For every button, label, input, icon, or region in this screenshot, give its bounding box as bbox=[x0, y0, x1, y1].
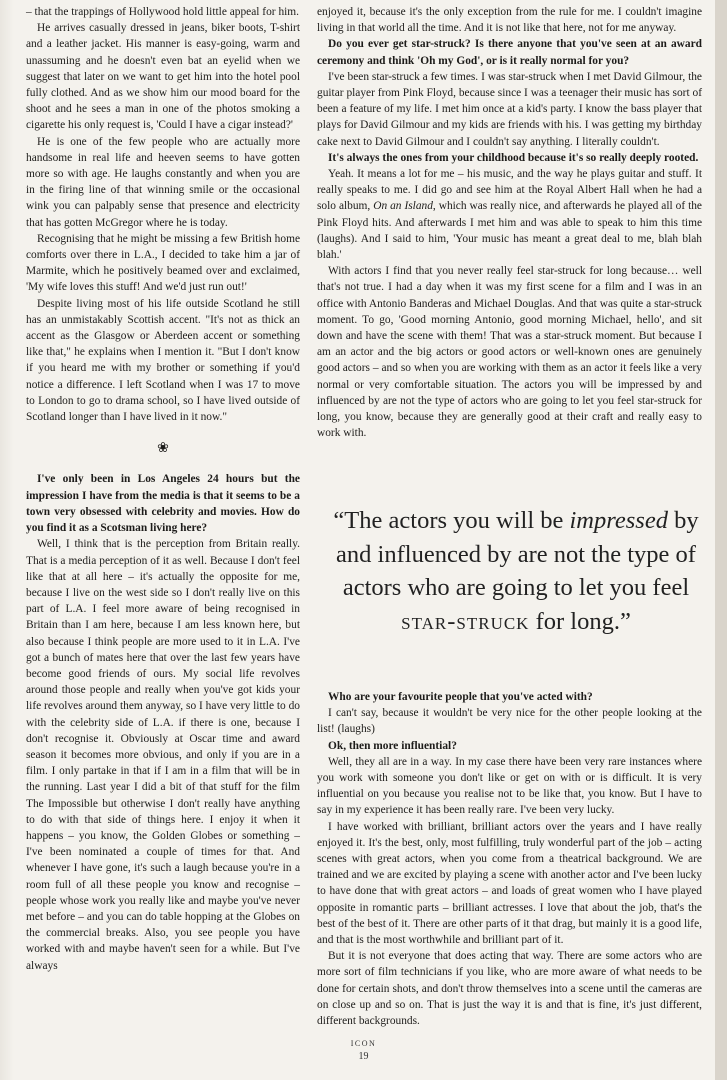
interview-answer-favourites: I can't say, because it wouldn't be very nice for the other people looking at the list! (laughs) bbox=[317, 707, 702, 736]
intro-paragraph-5: Despite living most of his life outside Scotland he still has an unmistakably Scottish accent. "It's not as thick an accent as the Glasgow or Aberdeen accent or something like that," he explains when I mention it. "But I don't know if you heard me with my brother or something if you'd notice a difference. I left Scotland when I was 17 to move to London to go to drama school, so I have lived outside of Scotland longer than I have lived in it now." bbox=[26, 297, 300, 424]
interview-answer-gilmour: I've been star-struck a few times. I was star-struck when I met David Gilmour, the guitar player from Pink Floyd, because since I was a teenager their music has sort of been a feature of my life. I met him once at a kid's party. I know the bass player that plays for David Gilmour and my kids are friends with his. I was getting my birthday cake next to David Gilmour and I couldn't say anything. I literally couldn't. bbox=[317, 70, 702, 148]
section-ornament-icon: ❀ bbox=[157, 441, 169, 457]
left-column bbox=[26, 4, 300, 974]
magazine-name: ICON bbox=[350, 1039, 377, 1048]
pull-quote-emphasis: impressed bbox=[569, 507, 668, 534]
interview-answer-music bbox=[317, 166, 702, 263]
pull-quote-smallcaps: star-struck bbox=[401, 607, 530, 635]
page-number: 19 bbox=[358, 1051, 369, 1062]
intro-paragraph-2: He arrives casually dressed in jeans, biker boots, T-shirt and a leather jacket. His manner is easy-going, warm and unassuming and he doesn't even bat an eyelid when we suggest that later on we want to get him into the hotel pool fully clothed. And as we show him our mood board for the shoot and he sees a man in one of the photos smoking a cigarette his only request is, 'Could I have a cigar instead?' bbox=[26, 22, 300, 132]
interview-answer-actors: With actors I find that you never really feel star-struck for long because… well that's not true. I had a day when it was my first scene for a film and I was in an office with Antonio Banderas and Michael Douglas. And that was quite a star-struck moment. To go, 'Good morning Antonio, good morning Michael, hello', and sit down and have the scene with them! That was a star-struck moment. But because I am an actor and the big actors or good actors or well-known ones are genuinely good actors – and so when you are working with them as an actor it feels like a very normal or very comfortable situation. The actors you will be impressed by and influenced by are not the type of actors who are going to let you feel star-struck for long, you know, because they are generally good at their craft and really easy to work with. bbox=[317, 265, 702, 440]
album-title: On an Island bbox=[373, 200, 433, 213]
interview-question-la: I've only been in Los Angeles 24 hours but the impression I have from the media is that it seems to be a town very obsessed with celebrity and movies. How do you find it as a Scotsman living here? bbox=[26, 473, 300, 535]
interview-question-influential: Ok, then more influential? bbox=[328, 739, 457, 752]
continuation-paragraph: enjoyed it, because it's the only exception from the rule for me. I couldn't imagine living in that world all the time. And it is not like that here, not for me anyway. bbox=[317, 6, 702, 35]
right-column-bottom bbox=[317, 689, 702, 1029]
answer-text-before: Yeah. It means a lot for me – his music, and the way he plays guitar and stuff. It really speaks to me. I did go and see him at the Royal Albert Hall when he had a solo album, bbox=[317, 168, 702, 213]
answer-text-after: , which was really nice, and afterwards he played all of the Pink Floyd hits. And afterwards I met him and was able to speak to him this time (laughs). And I said to him, 'Your music has meant a great deal to me, blah blah blah.' bbox=[317, 200, 702, 262]
pull-quote-part-3: for long.” bbox=[535, 607, 631, 635]
intro-paragraph-1: – that the trappings of Hollywood hold little appeal for him. bbox=[26, 6, 300, 18]
interview-question-favourites: Who are your favourite people that you've acted with? bbox=[328, 691, 593, 703]
page-edge bbox=[715, 0, 727, 1080]
pull-quote-part-2: by and influenced by are not the type of actors who are going to let you feel bbox=[336, 507, 699, 601]
interview-answer-brilliant-actors: I have worked with brilliant, brilliant actors over the years and I have really enjoyed it. It's the best, only, most fulfilling, truly wonderful part of the job – acting scenes with great actors, when you come from a theatrical background. We are trained and we are excited by playing a scene with another actor and I've been lucky to have done that with great actors – and loads of great women who I have played opposite in romantic parts – brilliant actresses. I love that about the job, that's the best of the best of it. There are other parts of it that drag, but mainly it is a good life, and that is the most worthwhile and brilliant part of it. bbox=[317, 820, 702, 947]
interview-answer-influential: Well, they all are in a way. In my case there have been very rare instances where you work with someone you don't like or get on with or is difficult. It is very influential on you because you realise not to be like that, you know. But I have to say in my experience it has been really rare. I've been very lucky. bbox=[317, 755, 702, 817]
interview-question-starstruck: Do you ever get star-struck? Is there anyone that you've seen at an award ceremony and think 'Oh my God', or is it really normal for you? bbox=[317, 38, 702, 67]
interview-question-childhood: It's always the ones from your childhood because it's so really deeply rooted. bbox=[328, 151, 699, 164]
intro-paragraph-3: He is one of the few people who are actually more handsome in real life and heeven seems to have gotten more so with age. He laughs constantly and when you are in the firing line of that winning smile or the occasional wink you can palpably sense that presence and electricity that has gotten McGregor where he is today. bbox=[26, 135, 300, 229]
interview-answer-technicians: But it is not everyone that does acting that way. There are some actors who are more sort of film technicians if you like, who are more aware of what needs to be done for certain shots, and don't throw themselves into a scene until the cameras are on close up and so on. That is just the way it is and that is fine, it's just different, different backgrounds. bbox=[317, 950, 702, 1028]
right-column-top bbox=[317, 4, 702, 441]
pull-quote bbox=[330, 504, 702, 638]
pull-quote-part-1: “The actors you will be bbox=[333, 507, 564, 534]
intro-paragraph-4: Recognising that he might be missing a few British home comforts over there in L.A., I decided to take him a jar of Marmite, which he positively beamed over and exclaimed, 'My wife loves this stuff! And we'd just run out!' bbox=[26, 232, 300, 294]
interview-answer-la: Well, I think that is the perception from Britain really. That is a media perception of it as well. Because I don't feel like that at all here – it's actually the opposite for me, because I live on the west side so I don't really live on this part of L.A. I feel more aware of being recognised in Britain than I am here, because I am less known here, but also because I think people are more used to it in L.A. I've got a bunch of mates here that over the last few years have become good friends of ours. My social life revolves around those people and really when you've got kids your life revolves around them anyway, so I have very little to do with the celebrity side of L.A. if there is one, because I don't recognise it. Obviously at Oscar time and award season it becomes more obvious, and only if you are in a film. I only partake in that if I am in a film that will be in the running. Last year I did a bit of that stuff for the film The Impossible but otherwise I don't really have anything to do with that side of things here. I enjoy it when it happens – you know, the Golden Globes or something – I've been nominated a couple of times for that. And whenever I have gone, it's such a laugh because you're in a room full of all these people you know and recognise – people whose work you really like and maybe you've never met before – and you can do table hopping at the Globes on the commercial breaks. Also, you see people you have worked with and maybe haven't seen for a while. But I've always bbox=[26, 538, 300, 972]
